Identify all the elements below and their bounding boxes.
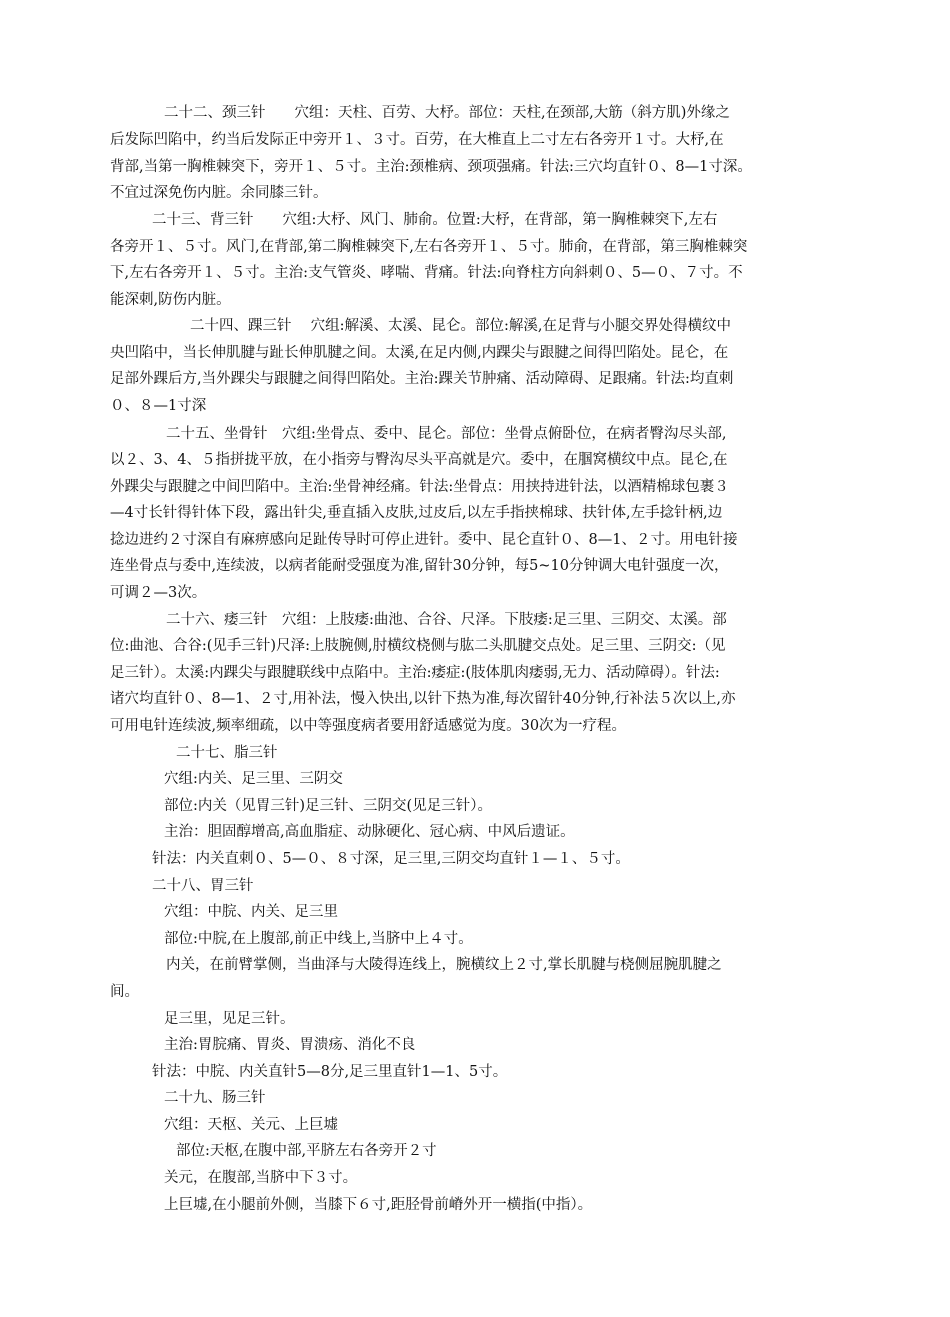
text-line: 能深刺,防伤内脏。 [110,292,231,308]
text-line: 部位:中脘,在上腹部,前正中线上,当脐中上４寸。 [164,931,473,947]
text-line: 不宜过深免伤内脏。余同膝三针。 [110,185,328,201]
text-line: ０、８—1寸深 [110,398,207,414]
text-line: 足三里，见足三针。 [164,1011,295,1027]
section-heading: 二十八、胃三针 [152,878,254,894]
text-line: 关元，在腹部,当脐中下３寸。 [164,1170,358,1186]
text-line: 针法：中脘、内关直针5—8分,足三里直针1—1、5寸。 [152,1064,508,1080]
text-line: 足部外踝后方,当外踝尖与跟腱之间得凹陷处。主治:踝关节肿痛、活动障碍、足跟痛。针法:均直刺 [110,371,734,387]
text-line: 部位:内关（见胃三针)足三针、三阴交(见足三针）。 [164,798,492,814]
text-line: 背部,当第一胸椎棘突下，旁开１、５寸。主治:颈椎病、颈项强痛。针法:三穴均直针０、8—1寸深。 [110,159,752,175]
text-line: 以２、3、4、５指拼拢平放，在小指旁与臀沟尽头平高就是穴。委中，在腘窝横纹中点。昆仑,在 [110,452,728,468]
text-line: 位:曲池、合谷:(见手三针)尺泽:上肢腕侧,肘横纹桡侧与肱二头肌腱交点处。足三里、三阴交:（见 [110,638,726,654]
text-line: 足三针）。太溪:内踝尖与跟腱联线中点陷中。主治:痿症:(肢体肌肉痿弱,无力、活动障碍）。针法: [110,665,720,681]
text-line: 针法：内关直刺０、5—０、８寸深，足三里,三阴交均直针１—１、５寸。 [152,851,630,867]
text-line: 主治:胃脘痛、胃炎、胃溃疡、消化不良 [164,1037,416,1053]
text-line: 央凹陷中，当长伸肌腱与趾长伸肌腱之间。太溪,在足内侧,内踝尖与跟腱之间得凹陷处。昆仑，在 [110,345,729,361]
text-line: 二十三、背三针 穴组:大杼、风门、肺俞。位置:大杼，在背部，第一胸椎棘突下,左右 [152,212,718,228]
text-line: 部位:天枢,在腹中部,平脐左右各旁开２寸 [176,1143,437,1159]
text-line: 二十五、坐骨针 穴组:坐骨点、委中、昆仑。部位：坐骨点俯卧位，在病者臀沟尽头部, [166,426,727,442]
text-line: 后发际凹陷中，约当后发际正中旁开１、３寸。百劳，在大椎直上二寸左右各旁开１寸。大杼,在 [110,132,724,148]
text-line: 外踝尖与跟腱之中间凹陷中。主治:坐骨神经痛。针法:坐骨点：用挟持进针法，以酒精棉球包裹３ [110,479,729,495]
text-line: 穴组：中脘、内关、足三里 [164,904,338,920]
text-line: 间。 [110,984,139,1000]
text-line: —4寸长针得针体下段，露出针尖,垂直插入皮肤,过皮后,以左手指挟棉球、扶针体,左手捻针柄,边 [110,505,723,521]
text-line: 上巨墟,在小腿前外侧，当膝下６寸,距胫骨前嵴外开一横指(中指）。 [164,1197,593,1213]
text-line: 可调２—3次。 [110,585,207,601]
text-line: 穴组:内关、足三里、三阴交 [164,771,343,787]
text-line: 可用电针连续波,频率细疏，以中等强度病者要用舒适感觉为度。30次为一疗程。 [110,718,627,734]
text-line: 连坐骨点与委中,连续波，以病者能耐受强度为准,留针30分钟，每5~10分钟调大电针强度一次， [110,558,729,574]
text-line: 内关，在前臂掌侧，当曲泽与大陵得连线上，腕横纹上２寸,掌长肌腱与桡侧屈腕肌腱之 [166,957,722,973]
text-line: 二十六、痿三针 穴组：上肢痿:曲池、合谷、尺泽。下肢痿:足三里、三阴交、太溪。部 [166,612,727,628]
text-line: 诸穴均直针０、8—1、２寸,用补法，慢入快出,以针下热为准,每次留针40分钟,行补法５次以上,亦 [110,691,736,707]
text-line: 捻边进约２寸深自有麻痹感向足趾传导时可停止进针。委中、昆仑直针０、8—1、２寸。用电针接 [110,532,738,548]
text-line: 下,左右各旁开１、５寸。主治:支气管炎、哮喘、背痛。针法:向脊柱方向斜刺０、5—０、７寸。不 [110,265,743,281]
text-line: 主治：胆固醇增高,高血脂症、动脉硬化、冠心病、中风后遗证。 [164,824,575,840]
text-line: 各旁开１、５寸。风门,在背部,第二胸椎棘突下,左右各旁开１、５寸。肺俞，在背部，第三胸椎棘突 [110,239,748,255]
section-heading: 二十九、肠三针 [164,1090,266,1106]
section-heading: 二十七、脂三针 [176,745,278,761]
text-line: 二十四、踝三针 穴组:解溪、太溪、昆仑。部位:解溪,在足背与小腿交界处得横纹中 [190,318,731,334]
text-line: 二十二、颈三针 穴组：天柱、百劳、大杼。部位：天柱,在颈部,大筋（斜方肌)外缘之 [164,105,730,121]
text-line: 穴组：天枢、关元、上巨墟 [164,1117,338,1133]
